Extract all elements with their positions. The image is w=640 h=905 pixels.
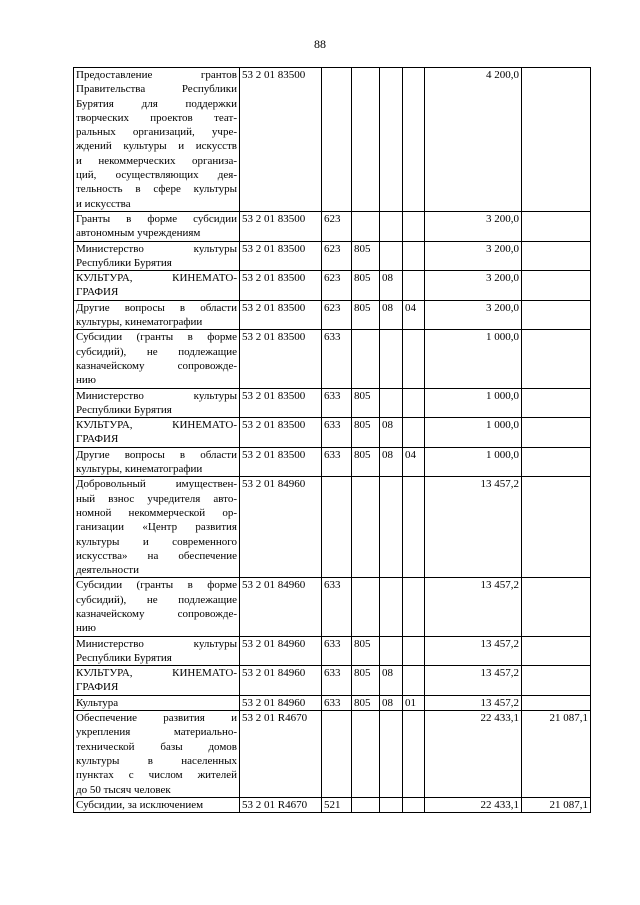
row-vr-cell: 633 [322, 388, 352, 418]
table-row [74, 636, 591, 666]
row-grbs-cell [352, 578, 380, 636]
row-name-line: Республики Бурятия [76, 403, 172, 416]
row-code-cell: 53 2 01 84960 [240, 578, 322, 636]
row-vr-cell [322, 68, 352, 212]
row-name-line: казначейскому сопровожде- [76, 359, 237, 372]
row-name-line: культуры и современного [76, 535, 237, 548]
row-name-line: Министерство культуры [76, 242, 237, 255]
row-sum1-cell: 1 000,0 [425, 330, 522, 388]
row-name-line: ганизации «Центр развития [76, 521, 237, 534]
row-name-cell [74, 695, 240, 710]
row-name-line: КУЛЬТУРА, КИНЕМАТО- [76, 419, 237, 432]
table-row [74, 797, 591, 812]
row-name-cell [74, 330, 240, 388]
row-name-line: КУЛЬТУРА, КИНЕМАТО- [76, 667, 237, 680]
row-name-line: культуры в населенных [76, 754, 237, 767]
row-name-line: искусства» на обеспечение [76, 549, 237, 562]
row-code-cell: 53 2 01 83500 [240, 300, 322, 330]
table-row [74, 418, 591, 448]
row-grbs-cell: 805 [352, 666, 380, 696]
row-name-cell [74, 636, 240, 666]
row-rz-cell [380, 477, 403, 578]
row-name-cell [74, 477, 240, 578]
row-grbs-cell: 805 [352, 300, 380, 330]
table-row [74, 330, 591, 388]
row-name-cell [74, 578, 240, 636]
table-row [74, 666, 591, 696]
row-name-line: Гранты в форме субсидии [76, 212, 237, 225]
row-sum2-cell [522, 418, 591, 448]
row-code-cell: 53 2 01 84960 [240, 636, 322, 666]
budget-table [73, 67, 591, 813]
row-grbs-cell: 805 [352, 418, 380, 448]
row-name-line: субсидий), не подлежащие [76, 345, 237, 358]
row-sum1-cell: 22 433,1 [425, 797, 522, 812]
row-vr-cell: 633 [322, 666, 352, 696]
row-pr-cell [403, 666, 425, 696]
row-name-line: ГРАФИЯ [76, 681, 119, 694]
row-vr-cell [322, 477, 352, 578]
row-grbs-cell [352, 477, 380, 578]
row-pr-cell [403, 211, 425, 241]
row-name-cell [74, 447, 240, 477]
row-name-line: ГРАФИЯ [76, 433, 119, 446]
row-vr-cell: 633 [322, 578, 352, 636]
row-vr-cell: 633 [322, 418, 352, 448]
row-name-line: Другие вопросы в области [76, 301, 237, 314]
row-code-cell: 53 2 01 83500 [240, 330, 322, 388]
row-name-line: Субсидии, за исключением [76, 798, 204, 811]
row-code-cell: 53 2 01 R4670 [240, 711, 322, 798]
row-name-line: Предоставление грантов [76, 69, 237, 81]
row-grbs-cell: 805 [352, 241, 380, 271]
row-rz-cell [380, 330, 403, 388]
row-grbs-cell [352, 797, 380, 812]
row-name-line: пунктах с числом жителей [76, 769, 237, 782]
row-name-line: субсидий), не подлежащие [76, 593, 237, 606]
row-vr-cell: 623 [322, 211, 352, 241]
row-sum1-cell: 13 457,2 [425, 636, 522, 666]
row-pr-cell [403, 418, 425, 448]
row-pr-cell: 01 [403, 695, 425, 710]
row-sum2-cell [522, 477, 591, 578]
table-row [74, 241, 591, 271]
row-grbs-cell [352, 330, 380, 388]
row-sum2-cell [522, 447, 591, 477]
row-pr-cell [403, 330, 425, 388]
row-code-cell: 53 2 01 83500 [240, 447, 322, 477]
row-rz-cell: 08 [380, 418, 403, 448]
row-rz-cell [380, 241, 403, 271]
row-code-cell: 53 2 01 83500 [240, 68, 322, 212]
row-sum2-cell [522, 300, 591, 330]
row-pr-cell [403, 477, 425, 578]
row-name-cell [74, 797, 240, 812]
row-pr-cell [403, 711, 425, 798]
row-name-cell [74, 666, 240, 696]
row-rz-cell [380, 578, 403, 636]
row-name-line: Субсидии (гранты в форме [76, 331, 237, 344]
table-row [74, 695, 591, 710]
row-grbs-cell [352, 711, 380, 798]
row-sum2-cell: 21 087,1 [522, 797, 591, 812]
row-name-cell [74, 271, 240, 301]
row-name-line: Субсидии (гранты в форме [76, 579, 237, 592]
row-grbs-cell: 805 [352, 695, 380, 710]
row-name-line: Правительства Республики [76, 83, 237, 96]
row-name-line: укрепления материально- [76, 726, 237, 739]
row-rz-cell: 08 [380, 300, 403, 330]
row-name-line: Министерство культуры [76, 389, 237, 402]
row-grbs-cell: 805 [352, 636, 380, 666]
row-sum1-cell: 13 457,2 [425, 666, 522, 696]
row-pr-cell [403, 241, 425, 271]
row-name-cell [74, 388, 240, 418]
row-sum1-cell: 3 200,0 [425, 271, 522, 301]
row-grbs-cell: 805 [352, 271, 380, 301]
row-vr-cell: 623 [322, 271, 352, 301]
row-code-cell: 53 2 01 84960 [240, 666, 322, 696]
row-name-cell [74, 711, 240, 798]
row-name-line: деятельности [76, 564, 139, 577]
row-name-line: тельность в сфере культуры [76, 183, 237, 196]
row-sum2-cell [522, 388, 591, 418]
row-name-cell [74, 300, 240, 330]
row-sum2-cell [522, 211, 591, 241]
row-name-line: казначейскому сопровожде- [76, 607, 237, 620]
table-row [74, 578, 591, 636]
row-pr-cell [403, 68, 425, 212]
table-row [74, 300, 591, 330]
row-name-line: Обеспечение развития и [76, 712, 237, 725]
row-rz-cell: 08 [380, 695, 403, 710]
row-name-line: Добровольный имуществен- [76, 478, 237, 491]
row-sum2-cell [522, 68, 591, 212]
row-name-line: творческих проектов теат- [76, 111, 237, 124]
row-sum1-cell: 1 000,0 [425, 388, 522, 418]
row-name-line: технической базы домов [76, 740, 237, 753]
row-rz-cell: 08 [380, 271, 403, 301]
row-name-line: Бурятия для поддержки [76, 97, 237, 110]
row-name-line: до 50 тысяч человек [76, 783, 171, 796]
row-vr-cell [322, 711, 352, 798]
row-sum1-cell: 13 457,2 [425, 695, 522, 710]
row-sum1-cell: 3 200,0 [425, 300, 522, 330]
row-sum1-cell: 1 000,0 [425, 418, 522, 448]
row-vr-cell: 633 [322, 447, 352, 477]
table-row [74, 447, 591, 477]
row-name-line: Республики Бурятия [76, 651, 172, 664]
row-sum2-cell [522, 636, 591, 666]
row-rz-cell [380, 636, 403, 666]
row-code-cell: 53 2 01 R4670 [240, 797, 322, 812]
row-code-cell: 53 2 01 83500 [240, 418, 322, 448]
row-code-cell: 53 2 01 84960 [240, 477, 322, 578]
row-name-line: нию [76, 622, 96, 635]
row-sum2-cell: 21 087,1 [522, 711, 591, 798]
row-pr-cell [403, 578, 425, 636]
row-rz-cell: 08 [380, 666, 403, 696]
row-name-line: Культура [76, 696, 119, 709]
row-vr-cell: 623 [322, 241, 352, 271]
row-vr-cell: 521 [322, 797, 352, 812]
row-pr-cell: 04 [403, 300, 425, 330]
row-name-line: Республики Бурятия [76, 256, 172, 269]
row-name-line: КУЛЬТУРА, КИНЕМАТО- [76, 272, 237, 285]
row-sum2-cell [522, 241, 591, 271]
row-name-line: нию [76, 374, 96, 387]
row-sum2-cell [522, 271, 591, 301]
row-sum1-cell: 22 433,1 [425, 711, 522, 798]
row-name-line: ный взнос учредителя авто- [76, 492, 237, 505]
page-number: 88 [314, 37, 326, 51]
row-name-cell [74, 241, 240, 271]
row-code-cell: 53 2 01 83500 [240, 271, 322, 301]
row-name-line: ральных организаций, учре- [76, 126, 237, 139]
table-row [74, 477, 591, 578]
table-row [74, 388, 591, 418]
row-name-line: Министерство культуры [76, 637, 237, 650]
row-pr-cell [403, 636, 425, 666]
row-sum1-cell: 13 457,2 [425, 477, 522, 578]
table-row [74, 711, 591, 798]
row-pr-cell [403, 271, 425, 301]
row-code-cell: 53 2 01 84960 [240, 695, 322, 710]
table-row [74, 211, 591, 241]
row-grbs-cell: 805 [352, 447, 380, 477]
row-pr-cell [403, 797, 425, 812]
row-code-cell: 53 2 01 83500 [240, 241, 322, 271]
row-code-cell: 53 2 01 83500 [240, 388, 322, 418]
row-rz-cell [380, 711, 403, 798]
row-rz-cell [380, 211, 403, 241]
row-name-line: культуры, кинематографии [76, 463, 203, 476]
row-grbs-cell [352, 211, 380, 241]
row-sum2-cell [522, 578, 591, 636]
row-sum1-cell: 3 200,0 [425, 241, 522, 271]
row-sum2-cell [522, 330, 591, 388]
row-vr-cell: 633 [322, 330, 352, 388]
row-grbs-cell [352, 68, 380, 212]
row-name-line: и искусства [76, 197, 131, 210]
row-sum2-cell [522, 695, 591, 710]
row-sum1-cell: 3 200,0 [425, 211, 522, 241]
row-sum1-cell: 13 457,2 [425, 578, 522, 636]
row-sum2-cell [522, 666, 591, 696]
row-vr-cell: 633 [322, 636, 352, 666]
row-rz-cell: 08 [380, 447, 403, 477]
row-vr-cell: 633 [322, 695, 352, 710]
row-sum1-cell: 1 000,0 [425, 447, 522, 477]
row-grbs-cell: 805 [352, 388, 380, 418]
row-pr-cell: 04 [403, 447, 425, 477]
table-body [74, 68, 591, 813]
row-name-line: ждений культуры и искусств [76, 140, 237, 153]
row-rz-cell [380, 68, 403, 212]
row-name-cell [74, 418, 240, 448]
row-code-cell: 53 2 01 83500 [240, 211, 322, 241]
row-name-line: ций, осуществляющих дея- [76, 169, 237, 182]
row-name-cell [74, 68, 240, 212]
row-sum1-cell: 4 200,0 [425, 68, 522, 212]
row-name-line: культуры, кинематографии [76, 316, 203, 329]
row-name-line: автономным учреждениям [76, 227, 201, 240]
row-name-line: и некоммерческих организа- [76, 154, 237, 167]
row-name-line: номной некоммерческой ор- [76, 506, 237, 519]
row-name-cell [74, 211, 240, 241]
table-row [74, 68, 591, 212]
row-rz-cell [380, 388, 403, 418]
table-row [74, 271, 591, 301]
row-rz-cell [380, 797, 403, 812]
row-pr-cell [403, 388, 425, 418]
row-name-line: Другие вопросы в области [76, 448, 237, 461]
row-name-line: ГРАФИЯ [76, 286, 119, 299]
row-vr-cell: 623 [322, 300, 352, 330]
